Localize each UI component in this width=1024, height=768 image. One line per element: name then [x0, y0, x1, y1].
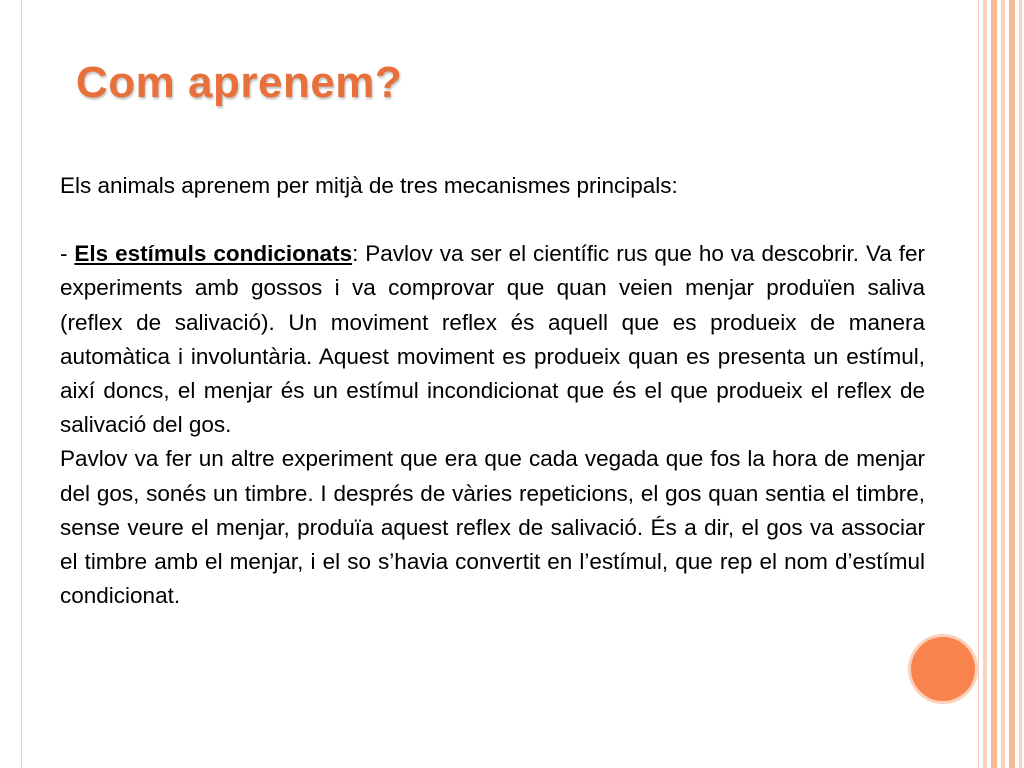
paragraph-two: Pavlov va fer un altre experiment que era que cada vegada que fos la hora de menjar del gos, sonés un timbre. I després de vàries repeticions, el gos quan sentia el timbre, sense veure el menjar, produïa aquest reflex de salivació. És a dir, el gos va associar el timbre amb el menjar, i el so s’havia convertit en l’estímul, que rep el nom d’estímul condicionat.	[60, 446, 925, 609]
slide-title: Com aprenem?	[76, 58, 403, 107]
decorative-circle	[911, 637, 975, 701]
stripe	[983, 0, 987, 768]
stripe	[1001, 0, 1005, 768]
slide-body	[60, 169, 925, 613]
bullet-dash: -	[60, 241, 75, 267]
paragraph-one	[60, 237, 925, 442]
key-term: Els estímuls condicionats	[74, 241, 353, 267]
stripe	[991, 0, 997, 768]
intro-text: Els animals aprenem per mitjà de tres mecanismes principals:	[60, 173, 678, 198]
stripe	[1009, 0, 1015, 768]
paragraph-one-text: : Pavlov va ser el científic rus que ho va descobrir. Va fer experiments amb gossos i va comprovar que quan veien menjar produïen saliva (reflex de salivació). Un moviment reflex és aquell que es produeix de manera automàtica i involuntària. Aquest moviment es produeix quan es presenta un estímul, així doncs, el menjar és un estímul incondicionat que és el que produeix el reflex de salivació del gos.	[60, 241, 925, 438]
stripe	[1019, 0, 1022, 768]
